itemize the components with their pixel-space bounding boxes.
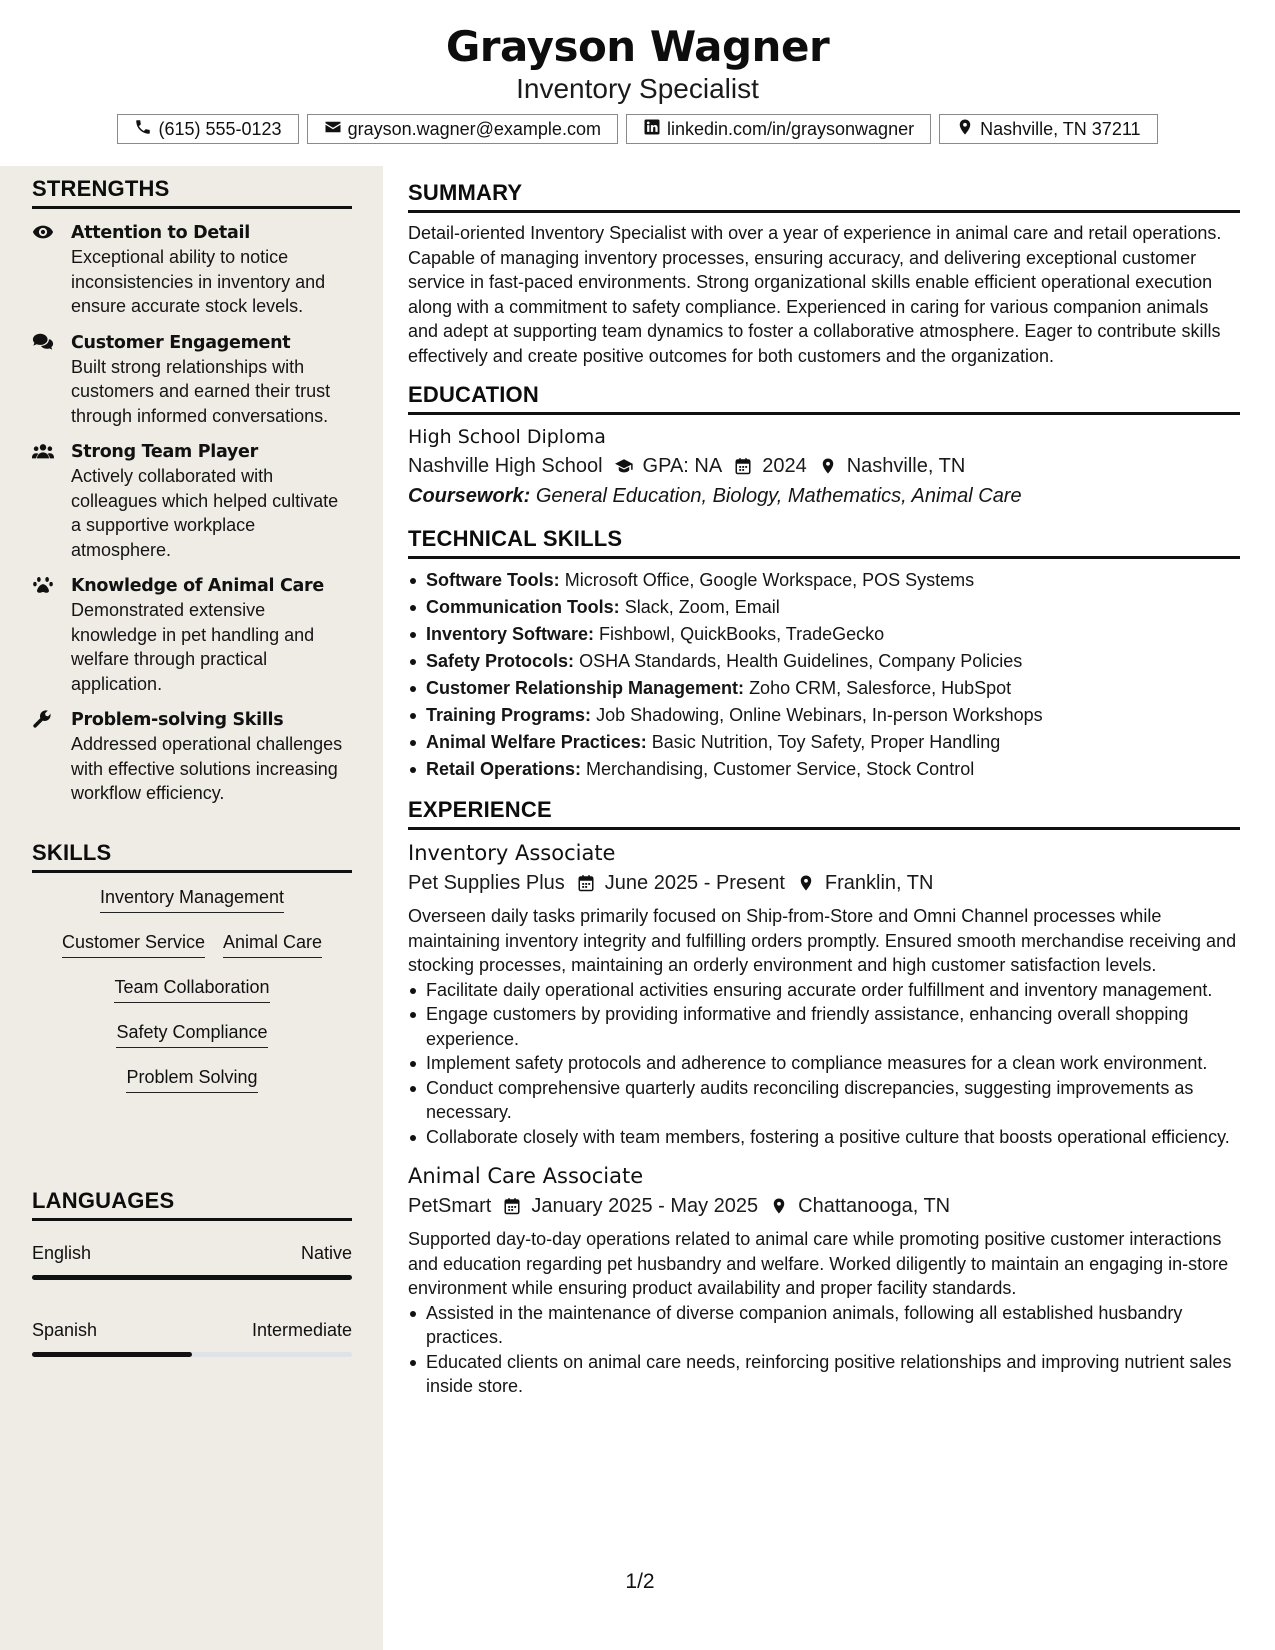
language-name: English	[32, 1243, 92, 1263]
tech-skill-label: Safety Protocols:	[426, 651, 575, 671]
skill-chip: Inventory Management	[100, 885, 284, 913]
company-name: PetSmart	[408, 1195, 492, 1217]
job-description: Overseen daily tasks primarily focused on Ship-from-Store and Omni Channel processes while maintaining inventory integrity and fulfilling orders promptly. Ensured smooth merchandise receiving and stocking processes, maintaining an orderly environment and high customer satisfaction levels.	[408, 906, 1237, 975]
tech-skill-label: Retail Operations:	[426, 759, 582, 779]
tech-skill-item	[408, 621, 1240, 648]
coursework-text: General Education, Biology, Mathematics, Animal Care	[535, 485, 1022, 507]
tech-skill-label: Customer Relationship Management:	[426, 678, 745, 698]
tech-skill-value: Basic Nutrition, Toy Safety, Proper Handling	[651, 732, 1001, 752]
experience-section	[408, 797, 1240, 1399]
tech-skill-item	[408, 729, 1240, 756]
language-proficiency-bar	[32, 1352, 352, 1357]
job-meta	[408, 1191, 1240, 1221]
job-title: Animal Care Associate	[408, 1164, 644, 1188]
tech-skill-item	[408, 567, 1240, 594]
job-dates: January 2025 - May 2025	[531, 1195, 759, 1217]
company-name: Pet Supplies Plus	[408, 872, 565, 894]
languages-heading: LANGUAGES	[32, 1188, 352, 1221]
tech-skill-label: Training Programs:	[426, 705, 592, 725]
tech-skill-item	[408, 756, 1240, 783]
summary-section	[408, 180, 1240, 368]
contact-linkedin[interactable]	[626, 114, 931, 144]
job-bullets	[408, 978, 1240, 1150]
strength-title: Customer Engagement	[71, 332, 291, 353]
education-section	[408, 382, 1240, 512]
school-location: Nashville, TN	[846, 455, 966, 477]
strength-desc: Built strong relationships with customers and earned their trust through informed conversations.	[71, 356, 331, 426]
contact-phone	[117, 114, 298, 144]
technical-skills-heading: TECHNICAL SKILLS	[408, 526, 1240, 559]
job-title: Inventory Associate	[408, 841, 616, 865]
skill-chip: Animal Care	[223, 930, 322, 958]
graduation-year: 2024	[762, 455, 807, 477]
strength-title: Strong Team Player	[71, 442, 258, 462]
tech-skill-label: Animal Welfare Practices:	[426, 732, 647, 752]
email-text: grayson.wagner@example.com	[347, 118, 601, 139]
experience-heading: EXPERIENCE	[408, 797, 1240, 830]
language-proficiency-bar	[32, 1275, 352, 1280]
language-item	[32, 1320, 352, 1357]
strength-title: Knowledge of Animal Care	[71, 576, 324, 596]
tech-skill-label: Inventory Software:	[426, 624, 595, 644]
tech-skill-label: Communication Tools:	[426, 597, 620, 617]
technical-skills-list	[408, 567, 1240, 783]
job-bullets	[408, 1301, 1240, 1399]
job-meta	[408, 868, 1240, 898]
strength-desc: Addressed operational challenges with effective solutions increasing workflow efficiency.	[71, 734, 343, 803]
location-pin-icon	[956, 118, 974, 141]
skills-heading: SKILLS	[32, 840, 352, 873]
tech-skill-value: OSHA Standards, Health Guidelines, Company Policies	[579, 651, 1023, 671]
job-entry	[408, 1161, 1240, 1399]
education-heading: EDUCATION	[408, 382, 1240, 415]
education-meta	[408, 451, 1240, 481]
school-name: Nashville High School	[408, 455, 603, 477]
job-bullet: Collaborate closely with team members, fostering a positive culture that boosts operational efficiency.	[408, 1125, 1240, 1150]
sidebar	[0, 166, 383, 1650]
wrench-icon	[32, 709, 56, 729]
tech-skill-label: Software Tools:	[426, 570, 560, 590]
calendar-icon	[577, 874, 595, 892]
language-level: Intermediate	[251, 1320, 352, 1340]
tech-skill-value: Job Shadowing, Online Webinars, In-person Workshops	[596, 705, 1043, 725]
users-icon	[32, 441, 56, 461]
skill-chip: Problem Solving	[126, 1065, 257, 1093]
tech-skill-value: Slack, Zoom, Email	[624, 597, 780, 617]
summary-text: Detail-oriented Inventory Specialist with over a year of experience in animal care and retail operations. Capable of managing inventory processes, ensuring accuracy, and delivering exceptional customer service in fast-paced environments. Strong organizational skills enable efficient operational execution along with a commitment to safety compliance. Experienced in caring for various companion animals and adept at supporting team dynamics to foster a collaborative atmosphere. Eager to contribute skills effectively and create positive outcomes for both customers and the organization.	[408, 223, 1222, 366]
linkedin-icon	[643, 118, 661, 141]
tech-skill-item	[408, 594, 1240, 621]
coursework-label: Coursework:	[408, 485, 531, 507]
phone-icon	[134, 118, 152, 141]
tech-skill-value: Fishbowl, QuickBooks, TradeGecko	[599, 624, 885, 644]
linkedin-text: linkedin.com/in/graysonwagner	[666, 118, 915, 139]
strength-title: Attention to Detail	[71, 223, 250, 243]
tech-skill-item	[408, 702, 1240, 729]
candidate-title: Inventory Specialist	[516, 73, 759, 104]
job-bullet: Engage customers by providing informative and friendly assistance, enhancing overall shopping experience.	[408, 1002, 1240, 1051]
skill-chip: Customer Service	[62, 930, 205, 958]
contact-email[interactable]	[307, 114, 618, 144]
calendar-icon	[734, 457, 752, 475]
location-pin-icon	[819, 457, 837, 475]
summary-heading: SUMMARY	[408, 180, 1240, 213]
gpa-text: GPA: NA	[642, 455, 723, 477]
job-description: Supported day-to-day operations related to animal care while promoting positive customer interactions and education regarding pet husbandry and welfare. Worked diligently to maintain an engaging in-store environment while ensuring product availability and proper facility standards.	[408, 1229, 1229, 1298]
strength-item	[32, 331, 352, 429]
job-bullet: Conduct comprehensive quarterly audits reconciling discrepancies, suggesting improvements as necessary.	[408, 1076, 1240, 1125]
location-pin-icon	[797, 874, 815, 892]
job-dates: June 2025 - Present	[604, 872, 785, 894]
language-proficiency-fill	[32, 1275, 352, 1280]
main-content	[408, 180, 1240, 1413]
tech-skill-value: Zoho CRM, Salesforce, HubSpot	[749, 678, 1012, 698]
strength-item	[32, 440, 352, 562]
job-location: Chattanooga, TN	[798, 1195, 951, 1217]
languages-section	[32, 1188, 352, 1357]
job-bullet: Assisted in the maintenance of diverse companion animals, following all established husbandry practices.	[408, 1301, 1240, 1350]
tech-skill-value: Merchandising, Customer Service, Stock Control	[586, 759, 975, 779]
strength-desc: Exceptional ability to notice inconsistencies in inventory and ensure accurate stock levels.	[71, 247, 326, 316]
strength-item	[32, 221, 352, 319]
strength-desc: Actively collaborated with colleagues which helped cultivate a supportive workplace atmosphere.	[71, 466, 339, 560]
strength-desc: Demonstrated extensive knowledge in pet handling and welfare through practical application.	[71, 600, 315, 694]
language-item	[32, 1243, 352, 1280]
technical-skills-section	[408, 526, 1240, 783]
location-text: Nashville, TN 37211	[980, 118, 1141, 139]
comments-icon	[32, 332, 56, 352]
resume-header	[0, 0, 1275, 166]
strengths-heading: STRENGTHS	[32, 176, 352, 209]
job-bullet: Implement safety protocols and adherence to compliance measures for a clean work environment.	[408, 1051, 1240, 1076]
language-name: Spanish	[32, 1320, 98, 1340]
coursework	[408, 481, 1240, 512]
job-location: Franklin, TN	[824, 872, 934, 894]
paw-icon	[32, 575, 56, 595]
skills-list	[32, 885, 352, 1110]
skills-section	[32, 840, 352, 1110]
tech-skill-value: Microsoft Office, Google Workspace, POS Systems	[564, 570, 975, 590]
tech-skill-item	[408, 675, 1240, 702]
eye-icon	[32, 222, 56, 242]
skill-chip: Team Collaboration	[114, 975, 269, 1003]
strength-item	[32, 708, 352, 806]
strength-title: Problem-solving Skills	[71, 710, 284, 730]
job-bullet: Educated clients on animal care needs, reinforcing positive relationships and improving nutrient sales inside store.	[408, 1350, 1240, 1399]
language-proficiency-fill	[32, 1352, 192, 1357]
job-entry	[408, 838, 1240, 1149]
calendar-icon	[503, 1197, 521, 1215]
location-pin-icon	[770, 1197, 788, 1215]
contact-location	[939, 114, 1157, 144]
page-number: 1/2	[625, 1570, 655, 1593]
tech-skill-item	[408, 648, 1240, 675]
contact-bar	[0, 114, 1275, 144]
phone-text: (615) 555-0123	[158, 118, 282, 139]
candidate-name: Grayson Wagner	[445, 22, 830, 71]
graduation-cap-icon	[615, 457, 633, 475]
job-bullet: Facilitate daily operational activities ensuring accurate order fulfillment and inventory management.	[408, 978, 1240, 1003]
skill-chip: Safety Compliance	[116, 1020, 267, 1048]
strengths-section	[32, 176, 352, 806]
education-degree: High School Diploma	[408, 426, 606, 448]
envelope-icon	[324, 118, 342, 141]
language-level: Native	[300, 1243, 352, 1263]
strength-item	[32, 574, 352, 696]
